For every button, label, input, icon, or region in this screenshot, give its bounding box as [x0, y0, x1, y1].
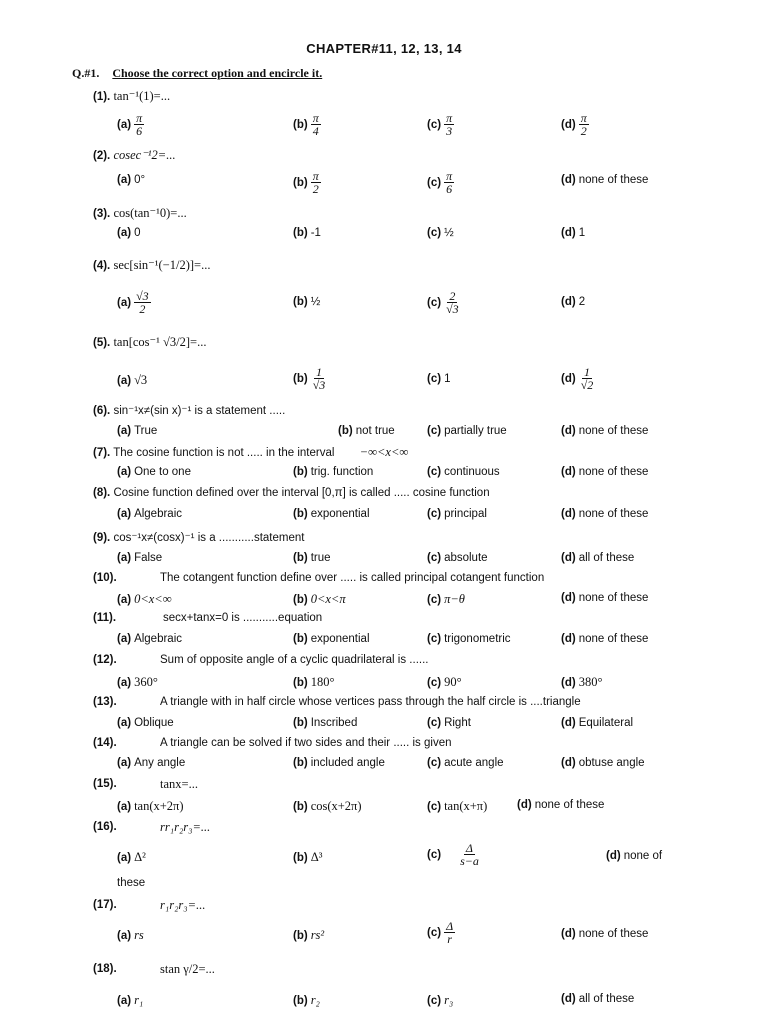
- option-c[interactable]: (c) $\frac{2}{√3}$: [427, 289, 459, 316]
- option-d[interactable]: (d) 1: [561, 227, 586, 239]
- option-b[interactable]: (b) Δ³: [293, 850, 323, 864]
- question-8: (8). Cosine function defined over the interval [0,π] is called ..... cosine function: [93, 487, 490, 499]
- question-number: (1).: [93, 91, 111, 103]
- question-1: [93, 88, 170, 104]
- question-6: (6). sin⁻¹x≠(sin x)⁻¹ is a statement .....: [93, 405, 286, 417]
- question-18-text: stan γ/2=...: [160, 962, 215, 976]
- option-c[interactable]: (c) r₃: [427, 993, 454, 1007]
- option-d[interactable]: (d) none of: [606, 850, 663, 862]
- option-c[interactable]: (c) $\frac{\pi}{6}$: [427, 169, 453, 196]
- option-a[interactable]: (a) Algebraic: [117, 633, 183, 645]
- option-b[interactable]: (b) r₂: [293, 993, 320, 1007]
- question-11: (11).: [93, 612, 117, 624]
- question-text: tan⁻¹(1)=...: [113, 89, 171, 103]
- option-d[interactable]: (d) 2: [561, 296, 586, 308]
- option-c[interactable]: (c) $\frac{\Delta}{s-a}$: [427, 841, 479, 868]
- page-title: CHAPTER#11, 12, 13, 14: [306, 41, 462, 56]
- question-10-text: The cotangent function define over ..... is called principal cotangent function: [160, 572, 545, 584]
- option-d-line1: none of: [623, 850, 663, 862]
- option-c[interactable]: (c) acute angle: [427, 757, 504, 769]
- option-b[interactable]: (b) $\frac{\pi}{4}$: [293, 111, 319, 138]
- option-c[interactable]: (c) 90°: [427, 675, 462, 689]
- option-a[interactable]: (a) √3: [117, 373, 148, 387]
- question-18: (18).: [93, 963, 117, 975]
- option-b[interactable]: (b) $\frac{1}{√3}$: [293, 365, 326, 392]
- option-a[interactable]: (a) Algebraic: [117, 508, 183, 520]
- option-d[interactable]: (d) none of these: [561, 466, 649, 478]
- option-d[interactable]: (d) none of these: [561, 592, 649, 604]
- option-d[interactable]: (d) 380°: [561, 675, 603, 689]
- question-16-text: rr₁r₂r₃=...: [160, 820, 211, 834]
- option-a[interactable]: (a) $\frac{√3}{2}$: [117, 289, 149, 316]
- option-c[interactable]: (c) absolute: [427, 552, 488, 564]
- question-13-text: A triangle with in half circle whose vertices pass through the half circle is ....triangle: [160, 696, 581, 708]
- option-b[interactable]: (b) $\frac{\pi}{2}$: [293, 169, 319, 196]
- option-d[interactable]: (d) none of these: [561, 425, 649, 437]
- option-d[interactable]: (d) $\frac{\pi}{2}$: [561, 111, 587, 138]
- option-d[interactable]: (d) none of these: [561, 508, 649, 520]
- option-c[interactable]: (c) continuous: [427, 466, 500, 478]
- option-b[interactable]: (b) -1: [293, 227, 321, 239]
- question-15-text: tanx=...: [160, 777, 198, 791]
- option-a[interactable]: (a) 360°: [117, 675, 158, 689]
- question-3: (3). cos(tan⁻¹0)=...: [93, 206, 187, 220]
- option-a[interactable]: (a) One to one: [117, 466, 191, 478]
- option-d[interactable]: (d) obtuse angle: [561, 757, 645, 769]
- question-13: (13).: [93, 696, 117, 708]
- option-b[interactable]: (b) not true: [338, 425, 395, 437]
- question-12: (12).: [93, 654, 117, 666]
- question-4: (4). sec[sin⁻¹(−1/2)]=...: [93, 258, 211, 272]
- option-a[interactable]: (a) 0<x<∞: [117, 592, 172, 606]
- option-b[interactable]: (b) included angle: [293, 757, 385, 769]
- question-17-text: r₁r₂r₃=...: [160, 898, 206, 912]
- question-17: (17).: [93, 899, 117, 911]
- option-c[interactable]: (c) partially true: [427, 425, 507, 437]
- option-a[interactable]: (a) tan(x+2π): [117, 799, 184, 813]
- option-b[interactable]: (b) ½: [293, 296, 321, 308]
- option-b[interactable]: (b) Inscribed: [293, 717, 358, 729]
- option-a[interactable]: (a) $\frac{\pi}{6}$: [117, 111, 143, 138]
- question-11-text: secx+tanx=0 is ...........equation: [163, 612, 323, 624]
- instruction-text: Choose the correct option and encircle it.: [112, 66, 323, 80]
- option-a[interactable]: (a) Any angle: [117, 757, 186, 769]
- question-16: (16).: [93, 821, 117, 833]
- option-a[interactable]: (a) Δ²: [117, 850, 146, 864]
- question-7: (7). The cosine function is not ..... in the interval −∞<x<∞: [93, 445, 409, 459]
- question-2: (2). cosec⁻¹2=...: [93, 148, 176, 162]
- option-d[interactable]: (d) none of these: [561, 174, 649, 186]
- option-b[interactable]: (b) rs²: [293, 928, 325, 942]
- option-a[interactable]: (a) Oblique: [117, 717, 174, 729]
- option-c[interactable]: (c) $\frac{\pi}{3}$: [427, 111, 453, 138]
- option-c[interactable]: (c) π−θ: [427, 592, 465, 606]
- option-d[interactable]: (d) Equilateral: [561, 717, 634, 729]
- option-c[interactable]: (c) Right: [427, 717, 471, 729]
- option-b[interactable]: (b) true: [293, 552, 331, 564]
- option-c[interactable]: (c) $\frac{\Delta}{r}$: [427, 919, 454, 946]
- option-a[interactable]: (a) r₁: [117, 993, 144, 1007]
- option-b[interactable]: (b) 180°: [293, 675, 335, 689]
- question-12-text: Sum of opposite angle of a cyclic quadrilateral is ......: [160, 654, 429, 666]
- option-a[interactable]: (a) 0°: [117, 174, 146, 186]
- option-b[interactable]: (b) cos(x+2π): [293, 799, 362, 813]
- question-14: (14).: [93, 737, 117, 749]
- option-b[interactable]: (b) 0<x<π: [293, 592, 346, 606]
- option-d[interactable]: (d) all of these: [561, 552, 635, 564]
- option-a[interactable]: (a) rs: [117, 928, 144, 942]
- question-15: (15).: [93, 778, 117, 790]
- option-d[interactable]: (d) none of these: [517, 799, 605, 811]
- option-c[interactable]: (c) 1: [427, 373, 451, 385]
- option-b[interactable]: (b) exponential: [293, 633, 370, 645]
- option-c[interactable]: (c) principal: [427, 508, 487, 520]
- question-10: (10).: [93, 572, 117, 584]
- option-b[interactable]: (b) exponential: [293, 508, 370, 520]
- option-d[interactable]: (d) $\frac{1}{√2}$: [561, 365, 594, 392]
- instruction-number: Q.#1.: [72, 66, 100, 80]
- question-5: (5). tan[cos⁻¹ √3/2]=...: [93, 335, 207, 349]
- option-a[interactable]: (a) False: [117, 552, 163, 564]
- option-d[interactable]: (d) none of these: [561, 633, 649, 645]
- option-d[interactable]: (d) none of these: [561, 928, 649, 940]
- option-d[interactable]: (d) all of these: [561, 993, 635, 1005]
- option-c[interactable]: (c) tan(x+π): [427, 799, 488, 813]
- instruction: [72, 66, 322, 81]
- option-c[interactable]: (c) ½: [427, 227, 454, 239]
- option-a[interactable]: (a) True: [117, 425, 158, 437]
- option-a[interactable]: (a) 0: [117, 227, 141, 239]
- option-d-wrap: these: [117, 877, 146, 889]
- question-14-text: A triangle can be solved if two sides and their ..... is given: [160, 737, 452, 749]
- option-c[interactable]: (c) trigonometric: [427, 633, 511, 645]
- question-9: (9). cos⁻¹x≠(cosx)⁻¹ is a ...........statement: [93, 532, 305, 544]
- option-b[interactable]: (b) trig. function: [293, 466, 374, 478]
